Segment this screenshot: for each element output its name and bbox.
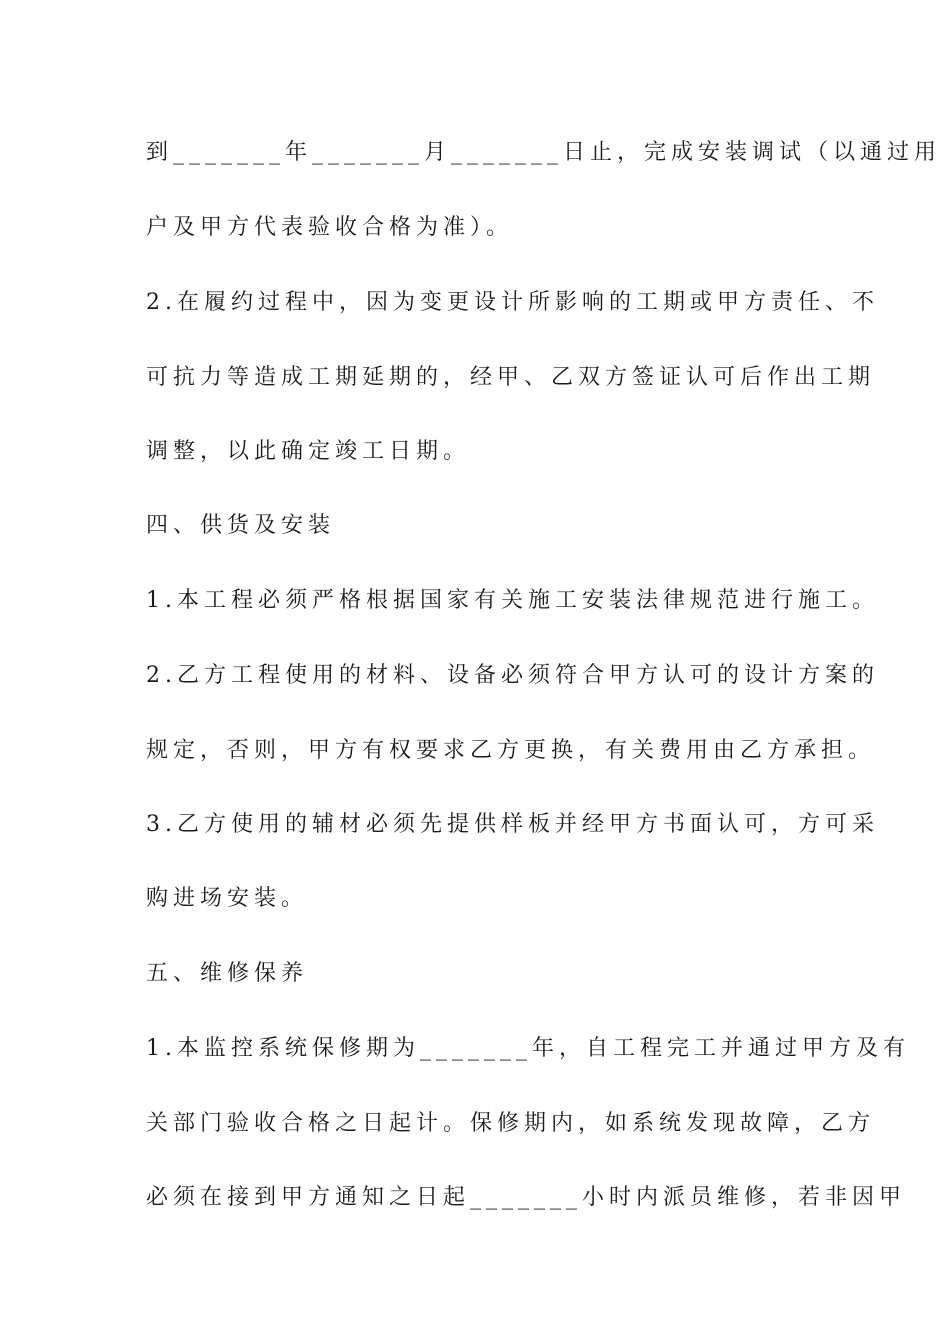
- text-line: 购进场安装。: [146, 886, 309, 911]
- text-line: 1.本工程必须严格根据国家有关施工安装法律规范进行施工。: [146, 588, 879, 613]
- text-line: 2.乙方工程使用的材料、设备必须符合甲方认可的设计方案的: [146, 663, 879, 688]
- text-line: 关部门验收合格之日起计。保修期内，如系统发现故障，乙方: [146, 1111, 876, 1136]
- text-line: 到_______年_______月_______日止，完成安装调试（以通过用: [146, 140, 942, 165]
- text-line: 户及甲方代表验收合格为准）。: [146, 215, 514, 240]
- text-line: 2.在履约过程中，因为变更设计所影响的工期或甲方责任、不: [146, 290, 879, 315]
- text-line: 1.本监控系统保修期为_______年，自工程完工并通过甲方及有: [146, 1036, 910, 1061]
- text-line: 规定，否则，甲方有权要求乙方更换，有关费用由乙方承担。: [146, 738, 876, 763]
- text-line: 必须在接到甲方通知之日起_______小时内派员维修，若非因甲: [146, 1185, 907, 1210]
- text-line: 调整，以此确定竣工日期。: [146, 439, 471, 464]
- section-heading: 五、维修保养: [146, 961, 309, 986]
- text-line: 3.乙方使用的辅材必须先提供样板并经甲方书面认可，方可采: [146, 812, 879, 837]
- text-line: 可抗力等造成工期延期的，经甲、乙双方签证认可后作出工期: [146, 365, 876, 390]
- section-heading: 四、供货及安装: [146, 513, 336, 538]
